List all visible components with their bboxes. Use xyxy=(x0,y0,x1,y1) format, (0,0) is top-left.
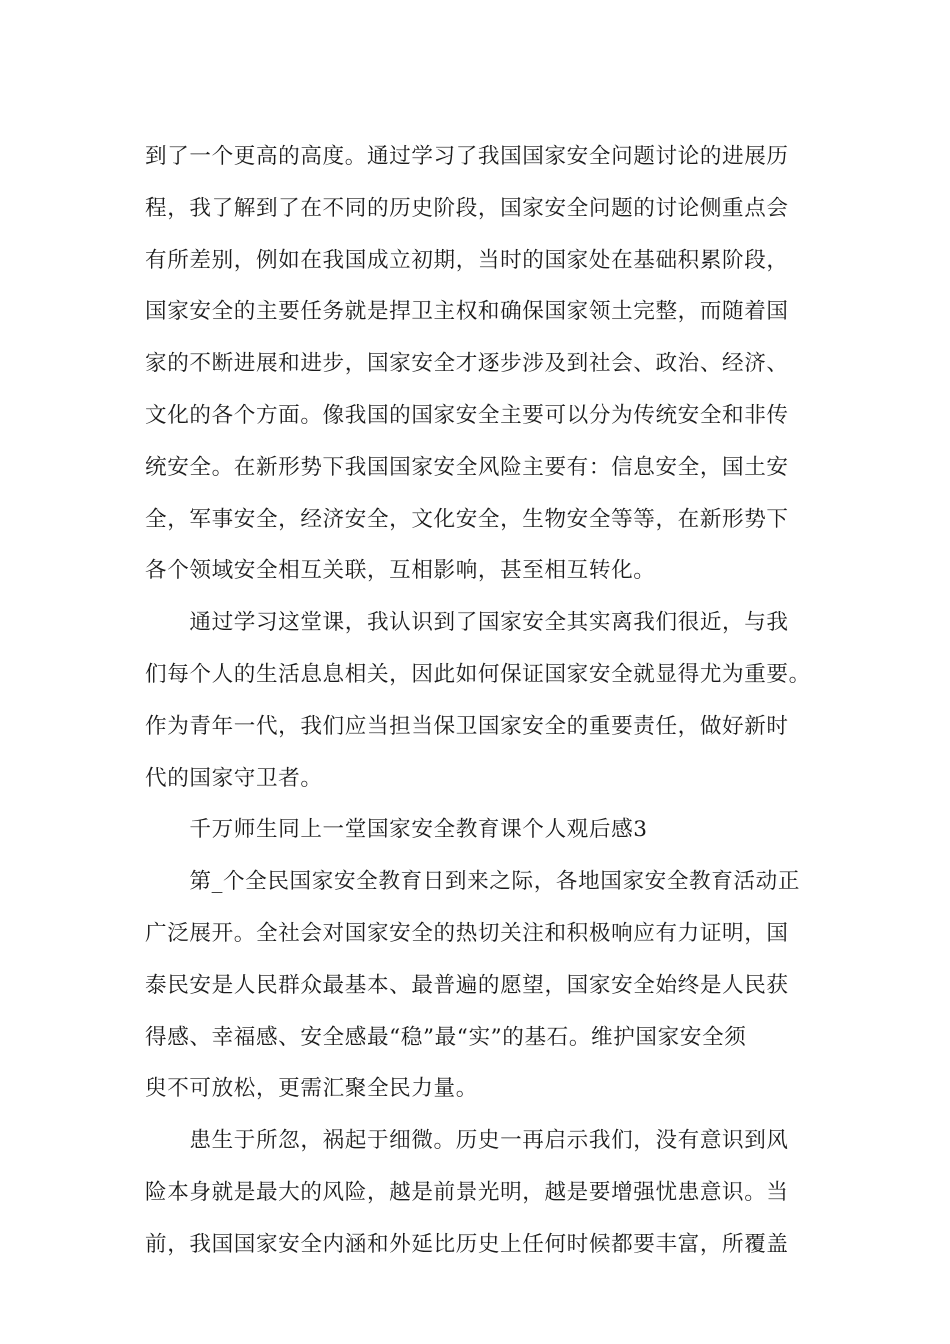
section-heading: 千万师生同上一堂国家安全教育课个人观后感3 xyxy=(145,817,648,843)
text-line: 程，我了解到了在不同的历史阶段，国家安全问题的讨论侧重点会 xyxy=(145,195,789,221)
text-line: 得感、幸福感、安全感最“稳”最“实”的基石。维护国家安全须 xyxy=(145,1024,747,1050)
text-line: 国家安全的主要任务就是捍卫主权和确保国家领土完整，而随着国 xyxy=(145,299,789,325)
text-line: 第_个全民国家安全教育日到来之际，各地国家安全教育活动正 xyxy=(145,869,801,895)
text-line: 有所差别，例如在我国成立初期，当时的国家处在基础积累阶段， xyxy=(145,247,789,273)
text-line: 到了一个更高的高度。通过学习了我国国家安全问题讨论的进展历 xyxy=(145,144,789,169)
text-line: 患生于所忽，祸起于细微。历史一再启示我们，没有意识到风 xyxy=(145,1128,789,1154)
text-line: 作为青年一代，我们应当担当保卫国家安全的重要责任，做好新时 xyxy=(145,713,789,739)
body-text xyxy=(145,131,825,1271)
text-line: 全，军事安全，经济安全，文化安全，生物安全等等，在新形势下 xyxy=(145,506,789,532)
text-line: 代的国家守卫者。 xyxy=(145,765,323,791)
text-line: 前，我国国家安全内涵和外延比历史上任何时候都要丰富，所覆盖 xyxy=(145,1231,789,1257)
text-line: 们每个人的生活息息相关，因此如何保证国家安全就显得尤为重要。 xyxy=(145,661,811,687)
text-line: 广泛展开。全社会对国家安全的热切关注和积极响应有力证明，国 xyxy=(145,920,789,946)
text-line: 险本身就是最大的风险，越是前景光明，越是要增强忧患意识。当 xyxy=(145,1179,789,1205)
text-line: 统安全。在新形势下我国国家安全风险主要有：信息安全，国土安 xyxy=(145,454,789,480)
text-line: 家的不断进展和进步，国家安全才逐步涉及到社会、政治、经济、 xyxy=(145,351,789,377)
text-line: 臾不可放松，更需汇聚全民力量。 xyxy=(145,1076,478,1102)
text-line: 泰民安是人民群众最基本、最普遍的愿望，国家安全始终是人民获 xyxy=(145,972,789,998)
text-line: 各个领域安全相互关联，互相影响，甚至相互转化。 xyxy=(145,558,656,584)
text-line: 通过学习这堂课，我认识到了国家安全其实离我们很近，与我 xyxy=(145,610,789,636)
text-line: 文化的各个方面。像我国的国家安全主要可以分为传统安全和非传 xyxy=(145,402,789,428)
